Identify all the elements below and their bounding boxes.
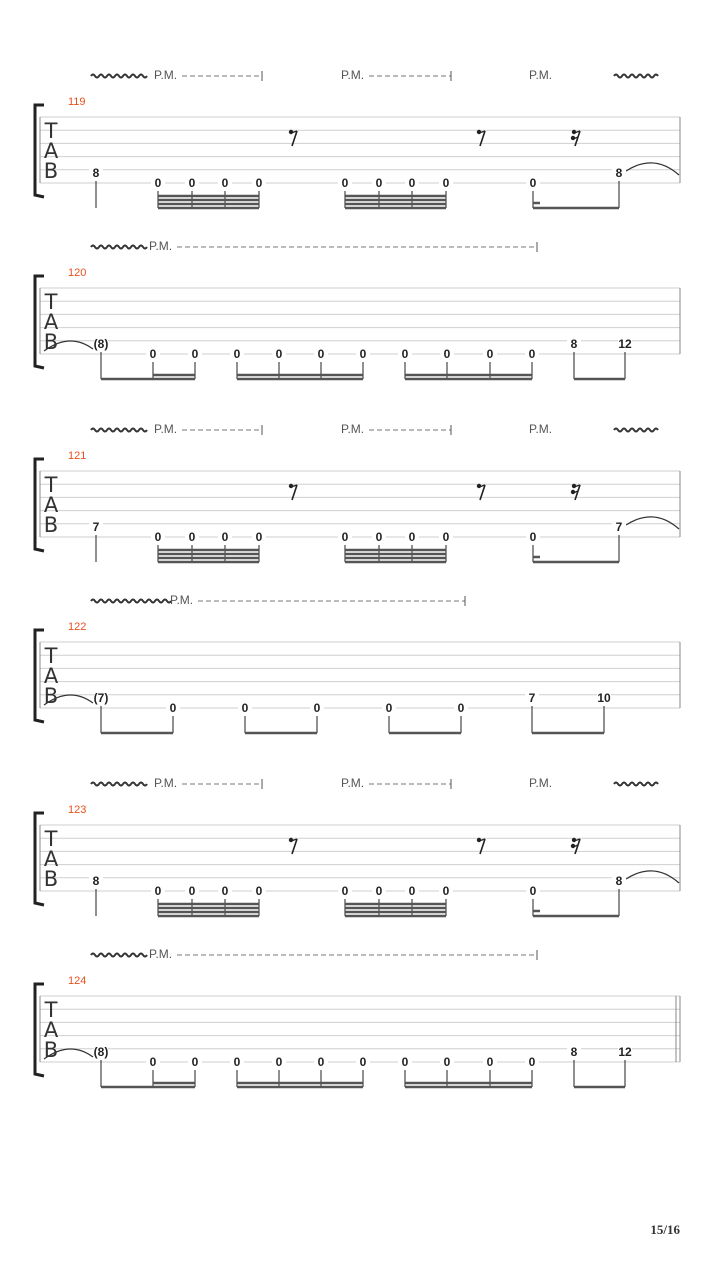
page-number: 15/16: [650, 1222, 680, 1237]
fret-number: 0: [529, 176, 537, 190]
tab-clef-letter: A: [43, 493, 59, 517]
fret-number: 0: [149, 1055, 157, 1069]
fret-number: 0: [359, 1055, 367, 1069]
fret-number: 0: [275, 347, 283, 361]
fret-number: 0: [408, 176, 416, 190]
palm-mute-label: P.M.: [149, 239, 173, 253]
tab-clef-letter: B: [43, 684, 59, 708]
fret-number: 0: [528, 347, 536, 361]
tab-clef-letter: T: [44, 119, 58, 143]
tab-clef-letter: B: [43, 159, 59, 183]
fret-number: 8: [570, 337, 578, 351]
fret-number: 0: [154, 530, 162, 544]
system-120: [35, 239, 680, 379]
fret-number: 0: [154, 176, 162, 190]
tab-clef-letter: T: [44, 473, 58, 497]
system-122: [35, 593, 680, 733]
fret-number: 10: [597, 691, 611, 705]
tie-arc: [626, 871, 679, 883]
fret-number: 0: [169, 701, 177, 715]
fret-number: 0: [408, 530, 416, 544]
fret-number: 0: [191, 347, 199, 361]
tab-clef-letter: A: [43, 664, 59, 688]
fret-number: 7: [528, 691, 536, 705]
fret-number: 0: [317, 347, 325, 361]
fret-number: 0: [528, 1055, 536, 1069]
fret-number: 0: [401, 1055, 409, 1069]
fret-number: 0: [375, 530, 383, 544]
vibrato-wave: [91, 429, 147, 432]
fret-number: 0: [188, 530, 196, 544]
measure-number: 121: [68, 450, 87, 462]
fret-number: 8: [615, 166, 623, 180]
fret-number: 0: [457, 701, 465, 715]
vibrato-wave: [91, 246, 147, 249]
fret-number: 0: [341, 530, 349, 544]
fret-number: 8: [92, 166, 100, 180]
tab-clef-letter: B: [43, 330, 59, 354]
fret-number: 0: [188, 884, 196, 898]
fret-number: 0: [359, 347, 367, 361]
fret-number: 0: [486, 347, 494, 361]
vibrato-wave: [91, 954, 147, 957]
palm-mute-label: P.M.: [154, 422, 178, 436]
tab-clef-letter: B: [43, 1038, 59, 1062]
fret-number: 0: [442, 530, 450, 544]
fret-number: (8): [93, 1045, 109, 1059]
vibrato-wave: [614, 429, 658, 432]
palm-mute-label: P.M.: [529, 68, 553, 82]
palm-mute-label: P.M.: [529, 776, 553, 790]
fret-number: 0: [443, 347, 451, 361]
fret-number: 0: [188, 176, 196, 190]
fret-number: 0: [529, 530, 537, 544]
fret-number: 0: [442, 176, 450, 190]
fret-number: 8: [570, 1045, 578, 1059]
tab-clef-letter: T: [44, 998, 58, 1022]
vibrato-wave: [614, 75, 658, 78]
vibrato-wave: [614, 783, 658, 786]
palm-mute-label: P.M.: [170, 593, 194, 607]
palm-mute-label: P.M.: [341, 68, 365, 82]
measure-number: 122: [68, 621, 87, 633]
measure-number: 123: [68, 804, 87, 816]
vibrato-wave: [91, 600, 171, 603]
tab-clef-letter: A: [43, 310, 59, 334]
tab-clef-letter: B: [43, 867, 59, 891]
fret-number: 7: [92, 520, 100, 534]
fret-number: 0: [255, 530, 263, 544]
tie-arc: [626, 517, 679, 529]
fret-number: 0: [341, 176, 349, 190]
system-121: [35, 422, 680, 562]
palm-mute-label: P.M.: [154, 68, 178, 82]
fret-number: 12: [618, 337, 632, 351]
fret-number: 0: [275, 1055, 283, 1069]
fret-number: 0: [529, 884, 537, 898]
vibrato-wave: [91, 783, 147, 786]
measure-number: 120: [68, 267, 87, 279]
fret-number: 0: [221, 884, 229, 898]
vibrato-wave: [91, 75, 147, 78]
measure-number: 119: [68, 96, 86, 108]
fret-number: 8: [92, 874, 100, 888]
tab-clef-letter: A: [43, 1018, 59, 1042]
fret-number: 0: [191, 1055, 199, 1069]
fret-number: 0: [149, 347, 157, 361]
fret-number: (7): [93, 691, 109, 705]
palm-mute-label: P.M.: [149, 947, 173, 961]
tie-arc: [626, 163, 679, 175]
fret-number: 0: [241, 701, 249, 715]
palm-mute-label: P.M.: [154, 776, 178, 790]
fret-number: 0: [442, 884, 450, 898]
fret-number: 0: [341, 884, 349, 898]
fret-number: 0: [154, 884, 162, 898]
fret-number: 0: [408, 884, 416, 898]
tab-clef-letter: A: [43, 847, 59, 871]
fret-number: 0: [233, 1055, 241, 1069]
system-123: [35, 776, 680, 916]
fret-number: 0: [486, 1055, 494, 1069]
tab-clef-letter: T: [44, 644, 58, 668]
fret-number: 0: [375, 884, 383, 898]
fret-number: 0: [255, 884, 263, 898]
tab-clef-letter: B: [43, 513, 59, 537]
system-124: [35, 947, 680, 1087]
fret-number: 0: [443, 1055, 451, 1069]
fret-number: 0: [401, 347, 409, 361]
fret-number: 0: [313, 701, 321, 715]
system-119: [35, 68, 680, 208]
fret-number: (8): [93, 337, 109, 351]
fret-number: 0: [317, 1055, 325, 1069]
tab-clef-letter: T: [44, 827, 58, 851]
palm-mute-label: P.M.: [341, 776, 365, 790]
palm-mute-label: P.M.: [341, 422, 365, 436]
measure-number: 124: [68, 975, 87, 987]
fret-number: 7: [615, 520, 623, 534]
palm-mute-label: P.M.: [529, 422, 553, 436]
fret-number: 8: [615, 874, 623, 888]
tab-clef-letter: T: [44, 290, 58, 314]
fret-number: 0: [221, 176, 229, 190]
fret-number: 0: [255, 176, 263, 190]
fret-number: 0: [375, 176, 383, 190]
fret-number: 12: [618, 1045, 632, 1059]
fret-number: 0: [221, 530, 229, 544]
fret-number: 0: [233, 347, 241, 361]
tab-clef-letter: A: [43, 139, 59, 163]
fret-number: 0: [385, 701, 393, 715]
